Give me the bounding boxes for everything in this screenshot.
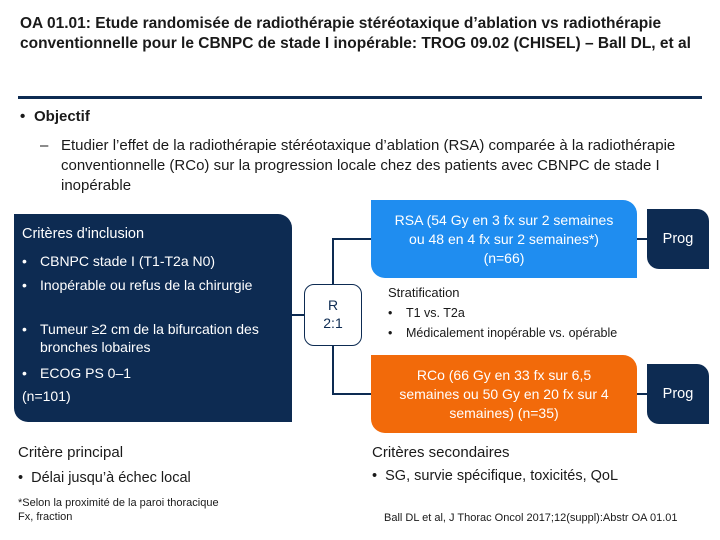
inclusion-item (22, 364, 282, 382)
secondary-endpoint-heading: Critères secondaires (372, 444, 510, 461)
bullet-icon: • (20, 108, 26, 125)
bullet-icon: • (18, 470, 32, 486)
connector-line (637, 238, 647, 240)
inclusion-box (14, 214, 292, 422)
connector-line (637, 393, 647, 395)
dash-icon: – (40, 137, 49, 154)
inclusion-item (22, 276, 282, 294)
prog-box-rsa (647, 209, 709, 269)
inclusion-item (22, 320, 282, 356)
objective-text-block (40, 136, 700, 196)
primary-endpoint-heading: Critère principal (18, 444, 124, 461)
footnote-line: *Selon la proximité de la paroi thoracique (18, 497, 219, 509)
title-divider (18, 96, 702, 99)
bullet-icon: • (22, 277, 27, 293)
inclusion-item (22, 252, 282, 270)
primary-endpoint-item (18, 470, 191, 486)
bullet-icon: • (22, 253, 27, 269)
inclusion-item-text: ECOG PS 0–1 (40, 365, 132, 381)
reference: Ball DL et al, J Thorac Oncol 2017;12(suppl):Abstr OA 01.01 (384, 512, 678, 524)
bullet-icon: • (388, 306, 393, 320)
bullet-icon: • (22, 321, 27, 337)
objective-heading-label: Objectif (34, 108, 90, 125)
arm-rsa-box (371, 200, 637, 278)
stratification-item (388, 326, 617, 340)
connector-line (332, 238, 334, 284)
secondary-endpoint-item (372, 468, 618, 484)
arm-rsa-text: RSA (54 Gy en 3 fx sur 2 semaines ou 48 en 4 fx sur 2 semaines*) (n=66) (394, 211, 614, 266)
footnote-line: Fx, fraction (18, 511, 73, 523)
randomization-box (304, 284, 362, 346)
objective-heading (20, 108, 90, 125)
bullet-icon: • (388, 326, 393, 340)
randomization-label: R (327, 297, 339, 313)
stratification-item-text: T1 vs. T2a (406, 306, 465, 320)
connector-line (292, 314, 304, 316)
stratification-item (388, 306, 617, 320)
objective-text: Etudier l’effet de la radiothérapie stéréotaxique d’ablation (RSA) comparée à la radiothérapie conventionnelle (RCo) sur la progression locale chez des patients avec CBNPC de stade I inopérable (61, 137, 676, 194)
inclusion-item-text: Inopérable ou refus de la chirurgie (40, 277, 253, 293)
prog-box-rco (647, 364, 709, 424)
footnote (18, 496, 219, 524)
stratification-item-text: Médicalement inopérable vs. opérable (406, 326, 618, 340)
secondary-endpoint-text: SG, survie spécifique, toxicités, QoL (385, 468, 619, 484)
slide-title: OA 01.01: Etude randomisée de radiothérapie stéréotaxique d’ablation vs radiothérapie conventionnelle pour le CBNPC de stade I inopérable: TROG 09.02 (CHISEL) – Ball DL, et al (20, 15, 691, 52)
arm-rco-text: RCo (66 Gy en 33 fx sur 6,5 semaines ou 50 Gy en 20 fx sur 4 semaines) (n=35) (399, 366, 609, 421)
connector-line (332, 393, 372, 395)
prog-label: Prog (662, 231, 694, 247)
inclusion-n: (n=101) (22, 388, 71, 404)
inclusion-item-text: Tumeur ≥2 cm de la bifurcation des bronches lobaires (40, 321, 259, 355)
primary-endpoint-text: Délai jusqu’à échec local (31, 470, 191, 486)
connector-line (332, 238, 372, 240)
inclusion-item-text: CBNPC stade I (T1-T2a N0) (40, 253, 216, 269)
bullet-icon: • (22, 365, 27, 381)
stratification-block (388, 285, 617, 340)
inclusion-heading: Critères d'inclusion (22, 226, 145, 242)
randomization-ratio: 2:1 (323, 315, 343, 331)
prog-label: Prog (662, 386, 694, 402)
arm-rco-box (371, 355, 637, 433)
connector-line (332, 346, 334, 394)
stratification-heading: Stratification (388, 285, 460, 300)
bullet-icon: • (372, 468, 386, 484)
